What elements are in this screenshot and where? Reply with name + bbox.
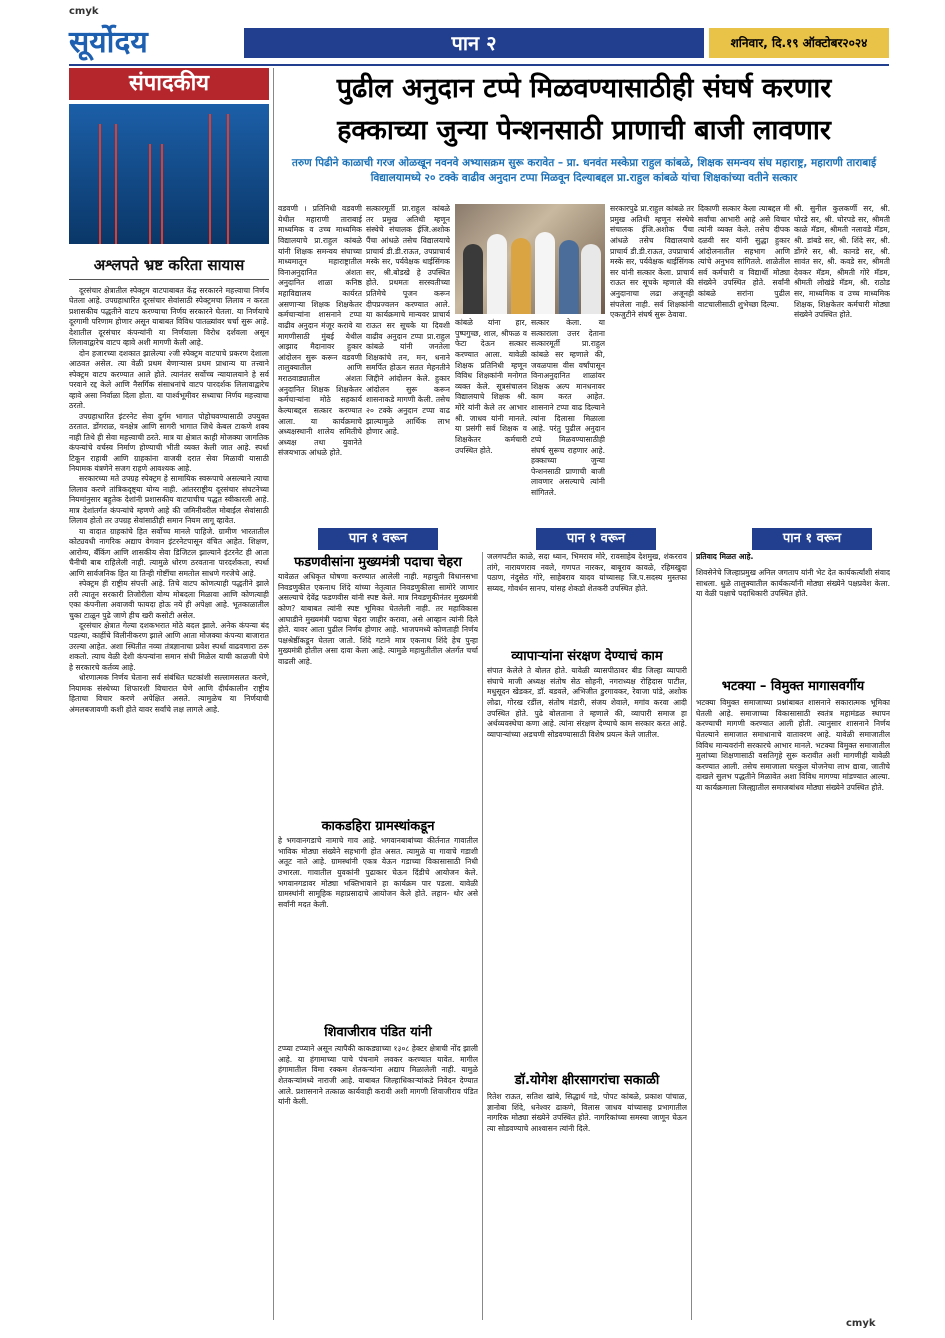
story5-title: व्यापाऱ्यांना संरक्षण देण्याचं काम xyxy=(511,649,663,664)
lead-headline xyxy=(278,68,890,154)
story1-title: फडणवीसांना मुख्यमंत्री पदाचा चेहरा xyxy=(294,555,462,570)
cmyk-mark-top: cmyk xyxy=(69,6,99,17)
editorial-paragraph: या वादात ग्राहकांचे हित सर्वोच्च मानले पाहिजे. ग्रामीण भारतातील कोट्यवधी नागरिक अद्याप वेगवान इंटरनेटपासून वंचित आहेत. शिक्षण, आरोग्य, बँकिंग आणि शासकीय सेवा डिजिटल झाल्याने इंटरनेट ही आता चैनीची बाब राहिलेली नाही. त्यामुळे धोरण ठरवताना पारदर्शकता, स्पर्धा आणि सार्वजनिक हित या तिन्ही गोष्टींचा समतोल साधणे गरजेचे आहे. xyxy=(69,526,269,578)
newspaper-logo: सूर्योदय xyxy=(69,25,148,60)
story5-body: संपात केलेले ते बोलत होते. यावेळी व्यासपीठावर बीड जिल्हा व्यापारी संघाचे माजी अध्यक्ष संतोष सेठ सोहनी, नगराध्यक्ष रोहिदास पाटील, मधुसूदन खेडकर, डॉ. बडवले, अभिजीत डुरगावकर, रेवाजा पांडे, अशोक लोढा, गोरख रडींल, संतोष मंडारी, संजय शेवाले, मगांव करवा आदी उपस्थित होते. पुढे बोलताना ते म्हणाले की, व्यापारी समाज हा अर्थव्यवस्थेचा कणा आहे. त्यांना संरक्षण देण्याचे काम सरकार करत आहे. व्यापाऱ्यांच्या अडचणी सोडवण्यासाठी विशेष प्रयत्न केले जातील. xyxy=(487,666,687,739)
editorial-paragraph: स्पेक्ट्रम ही राष्ट्रीय संपत्ती आहे. तिचे वाटप कोणत्याही पद्धतीने झाले तरी त्यातून सरकारी तिजोरीला योग्य मोबदला मिळावा आणि कोणत्याही एका कंपनीला अवाजवी फायदा होऊ नये ही अपेक्षा आहे. भूतकाळातील चुका टाळून पुढे जाणे हीच खरी कसोटी असेल. xyxy=(69,579,269,620)
editorial-paragraph: दूरसंचार क्षेत्रात गेल्या दशकभरात मोठे बदल झाले. अनेक कंपन्या बंद पडल्या, काहींचे विलीनीकरण झाले आणि आता मोजक्या कंपन्या बाजारात उरल्या आहेत. अशा स्थितीत नव्या तंत्रज्ञानाचा प्रवेश स्पर्धा वाढवणारा ठरू शकतो. त्याच वेळी देशी कंपन्यांना समान संधी मिळेल याची काळजी घेणे हे सरकारचे कर्तव्य आहे. xyxy=(69,621,269,672)
masthead-rule xyxy=(69,64,889,66)
story7-title: प्रतिवाद मिळत आहे. xyxy=(696,552,754,561)
editorial-paragraph: उपग्रहाधारित इंटरनेट सेवा दुर्गम भागात पोहोचवण्यासाठी उपयुक्त ठरतात. डोंगराळ, वनक्षेत्र आणि सागरी भागात जिथे केबल टाकणे शक्य नाही तिथे ही सेवा महत्त्वाची ठरते. मात्र या क्षेत्रात काही मोजक्या जागतिक कंपन्यांचे वर्चस्व निर्माण होण्याची भीती व्यक्त केली जात आहे. स्पर्धा टिकून राहावी आणि ग्राहकांना वाजवी दरात सेवा मिळावी यासाठी नियामक यंत्रणेने सजग राहणे आवश्यक आहे. xyxy=(69,411,269,473)
story7-body: शिवसेनेचे जिल्हाप्रमुख अनिल जगताप यांनी भेट देत कार्यकर्त्यांशी संवाद साधला. धुळे तालुक्यातील कार्यकर्त्यांनी मोठ्या संख्येने पक्षप्रवेश केला. या वेळी पक्षाचे पदाधिकारी उपस्थित होते. xyxy=(696,568,890,599)
editorial-paragraph: दूरसंचार क्षेत्रातील स्पेक्ट्रम वाटपाबाबत केंद्र सरकारने महत्त्वाचा निर्णय घेतला आहे. उपग्रहाधारित दूरसंचार सेवांसाठी स्पेक्ट्रमचा लिलाव न करता प्रशासकीय पद्धतीने वाटप करण्याचा निर्णय सरकारने घेतला. या निर्णयाचे दूरगामी परिणाम होणार असून याबाबत विविध पातळ्यांवर चर्चा सुरू आहे. देशातील दूरसंचार कंपन्यांनी या निर्णयाला विरोध दर्शवला असून लिलावाद्वारेच वाटप व्हावे अशी मागणी केली आहे. xyxy=(69,286,269,348)
telecom-towers-photo xyxy=(69,104,269,244)
masthead xyxy=(69,22,889,64)
felicitation-photo xyxy=(455,204,605,314)
editorial-paragraph: धोरणात्मक निर्णय घेताना सर्व संबंधित घटकांशी सल्लामसलत करणे, नियामक संस्थेच्या शिफारशी विचारात घेणे आणि दीर्घकालीन राष्ट्रीय हिताचा विचार करणे अपेक्षित असते. त्यामुळेच या निर्णयाची अंमलबजावणी कशी होते यावर सर्वांचे लक्ष लागले आहे. xyxy=(69,673,269,714)
story6-body: रितेश राऊत, सतिश खांबे, सिद्धार्थ गडे, पोपट कांबळे, प्रकाश पांचाळ, ज्ञानोबा शिंदे, धनेश्वर ढाकणे, विलास जाधव यांच्यासह प्रभागातील नागरिक मोठ्या संख्येने उपस्थित होते. नागरिकांच्या समस्या जाणून घेऊन त्या सोडवण्याचे आश्वासन त्यांनी दिले. xyxy=(487,1092,687,1133)
lead-column-3: सरकारपुढे प्रा.राहुल कांबळे तर प्रमुख अतिथी म्हणून संस्थेचे संचालक ईजि.अशोक पैंचा आंधळे तसेच विद्यालयाचे प्राचार्य डी.डी.राऊत, उपप्राचार्य मस्के सर, पर्यवेक्षक थाईसिंगक सर यांनी सत्कार केला. प्राचार्य राऊत सर सूचके म्हणाले की अनुदानाचा लढा अजूनही संपलेला नाही. सर्व शिक्षकांनी एकजुटीने संघर्ष सुरू ठेवावा. xyxy=(610,204,694,320)
editorial-paragraph: सरकारच्या मते उपग्रह स्पेक्ट्रम हे सामायिक स्वरूपाचे असल्याने त्याचा लिलाव करणे तांत्रिकदृष्ट्या योग्य नाही. आंतरराष्ट्रीय दूरसंचार संघटनेच्या नियमांनुसार बहुतेक देशांनी प्रशासकीय वाटपाचीच पद्धत स्वीकारली आहे. मात्र देशांतर्गत कंपन्यांचे म्हणणे आहे की जमिनीवरील मोबाईल सेवांसाठी लिलाव होतो तर उपग्रह सेवांसाठीही समान नियम लागू व्हावेत. xyxy=(69,474,269,526)
story2-title: काकडहिरा ग्रामस्थांकडून xyxy=(321,819,435,834)
story8-title: भटक्या – विमुक्त मागासवर्गीय xyxy=(721,679,865,694)
headline-line-1: पुढील अनुदान टप्पे मिळवण्यासाठीही संघर्ष करणार xyxy=(336,73,832,104)
headline-line-2: हक्काच्या जुन्या पेन्शनसाठी प्राणाची बाजी लावणार xyxy=(337,115,831,146)
page-number-band: पान २ xyxy=(244,28,704,58)
date-band: शनिवार, दि.१९ ऑक्टोबर२०२४ xyxy=(709,28,889,58)
story3-body: टप्प्या टप्प्याने असून त्यापैकी काकड्याच्या १३०८ हेक्टर क्षेत्राची नोंद झाली आहे. या हंगामाच्या पाचे पंचनामे लवकर करण्यात यावेत. मागील हंगामातील विमा रक्कम शेतकऱ्यांना अद्याप मिळालेली नाही. यामुळे शेतकऱ्यांमध्ये नाराजी आहे. याबाबत जिल्हाधिकाऱ्यांकडे निवेदन देण्यात आले. प्रशासनाने तत्काळ कार्यवाही करावी अशी मागणी शिवाजीराव पंडित यांनी केली. xyxy=(278,1044,478,1107)
story3-title: शिवाजीराव पंडित यांनी xyxy=(324,1025,432,1040)
lead-column-2: सत्कारमूर्ती प्रा.राहुल कांबळे तर प्रमुख अतिथी म्हणून संस्थेचे संचालक ईजि.अशोक पैंचा आंधळे तसेच विद्यालयाचे प्राचार्य डी.डी.राऊत, उपप्राचार्य मस्के सर, पर्यवेक्षक थाईसिंगक सर, श्री.बोडखे हे उपस्थित होते. प्रथमतः सरस्वतीच्या प्रतिमेचे पूजन करून दीपप्रज्वलन करण्यात आले. या कार्यक्रमाचे मान्यवर प्राचार्य राऊत सर सूचके या दिवशी वाढीव अनुदान टप्पा प्रा.राहुल कांबळे यांनी जनतेला शिक्षकांचे तन, मन, धनाने समर्पित होऊन सतत मेहनतीने जिद्दीने आंदोलन केले. हुकार आंदोलन सुरू करून शासनाकडे मागणी केली. तसेच २० टक्के अनुदान टप्पा वाढ झाल्यामुळे आर्थिक लाभ होणार आहे. xyxy=(366,204,450,437)
continued-band-2: पान १ वरून xyxy=(536,528,656,550)
lead-column-4: कांबळे यांना हार, पुष्पगुच्छ, शाल, श्रीफळ व फेटा देऊन सत्कार करण्यात आला. यावेळी शिक्षक प्रतिनिधी म्हणून विविध शिक्षकांनी मनोगत व्यक्त केले. सूत्रसंचालन विद्यालयाचे शिक्षक श्री. मोरे यांनी केले तर आभार श्री. जाधव यांनी मानले. या प्रसंगी सर्व शिक्षक व शिक्षकेतर कर्मचारी उपस्थित होते. xyxy=(455,318,527,455)
editorial-title: अश्लपते भ्रष्ट करिता सायास xyxy=(69,250,269,280)
column-divider xyxy=(273,68,274,1320)
lead-column-6: दिकाणी सत्कार केला त्याबद्दल मी सर्वांचा आभारी आहे असे विचार त्यांनी व्यक्त केले. तसेच दीपक दळवी सर यांनी सुद्धा हुकार आंदोलनातील सहभाग आणि त्यांचे अनुभव सांगितले. शाळेतील सर्व कर्मचारी व विद्यार्थी मोठ्या संख्येने उपस्थित होते. सर्वांनी कांबळे सरांना पुढील वाटचालीसाठी शुभेच्छा दिल्या. xyxy=(698,204,790,309)
story8-body: भटक्या विमुक्त समाजाच्या प्रश्नांबाबत शासनाने सकारात्मक भूमिका घेतली आहे. समाजाच्या विकासासाठी स्वतंत्र महामंडळ स्थापन करण्याची मागणी करण्यात आली होती. त्यानुसार शासनाने निर्णय घेतल्याने समाजात समाधानाचे वातावरण आहे. यावेळी समाजातील विविध मान्यवरांनी सरकारचे आभार मानले. भटक्या विमुक्त समाजातील मुलांच्या शिक्षणासाठी वसतिगृहे सुरू करावीत अशी मागणीही यावेळी करण्यात आली. तसेच समाजाला घरकुल योजनेचा लाभ द्यावा, जातीचे दाखले सुलभ पद्धतीने मिळावेत अशा विविध मागण्या मांडण्यात आल्या. या कार्यक्रमाला जिल्ह्यातील समाजबांधव मोठ्या संख्येने उपस्थित होते. xyxy=(696,698,890,792)
editorial-paragraph: दोन हजारच्या दशकात झालेल्या २जी स्पेक्ट्रम वाटपाचे प्रकरण देशाला आठवत असेल. त्या वेळी प्रथम येणाऱ्यास प्रथम प्राधान्य या तत्त्वाने स्पेक्ट्रम वाटप करण्यात आले होते. त्यानंतर सर्वोच्च न्यायालयाने हे सर्व परवाने रद्द केले आणि नैसर्गिक संसाधनांचे वाटप पारदर्शक लिलावाद्वारेच व्हावे असा निर्वाळा दिला होता. या पार्श्वभूमीवर सध्याचा निर्णय महत्त्वाचा ठरतो. xyxy=(69,348,269,411)
continued-band-3: पान १ वरून xyxy=(752,528,872,550)
editorial-label: संपादकीय xyxy=(69,68,269,100)
lead-column-1: वडवणी । प्रतिनिधी वडवणी येथील महाराणी ताराबाई माध्यमिक व उच्च माध्यमिक विद्यालयाचे प्रा.राहुल कांबळे यांनी शिक्षक समन्वय संघाच्या माध्यमातून महाराष्ट्रातील विनाअनुदानित अंशतः अनुदानित शाळा कनिष्ठ महाविद्यालय कार्यरत असणाऱ्या शिक्षक शिक्षकेतर कर्मचाऱ्यांना शासनाने टप्पा वाढीव अनुदान मंजूर करावे या मागणीसाठी मुंबई येथील आझाद मैदानावर हुकार आंदोलन सुरू करून वडवणी तालुक्यातील आणि मराठवाड्यातील अंशतः अनुदानित शिक्षक शिक्षकेतर कर्मचाऱ्यांना मोठे सहकार्य केल्याबद्दल सत्कार करण्यात आला. या कार्यक्रमाचे अध्यक्षस्थानी शालेय समितीचे अध्यक्ष तथा युवानेते संजयभाऊ आंधळे होते. xyxy=(278,204,362,458)
story4-body: जलगपटीत काळे, सदा थ्यान, भिमराव मोरे, रावसाहेब देशमुख, शंकरराव तांगे, नारायणराव नवले, गणपत नारकर, बाबूराव कावळे, रहिमखुदा पठाण, नंदुसेठ गोरे, साहेबराव यादव यांच्यासह जि.प.सदस्य मुस्तफा सय्यद, गोवर्धन सानप, यांसह शेकडो शेतकरी उपस्थित होते. xyxy=(487,552,687,593)
column-divider xyxy=(482,552,483,1320)
story1-body: यावेळत अधिकृत घोषणा करण्यात आलेली नाही. महायुती विधानसभा निवडणुकीत एकनाथ शिंदे यांच्या नेतृत्वात निवडणुकीला सामोरे जाणार असल्याचे देवेंद्र फडणवीस यांनी स्पष्ट केले. मात्र निवडणुकीनंतर मुख्यमंत्री कोण? याबाबत त्यांनी स्पष्ट भूमिका घेतलेली नाही. तर महाविकास आघाडीने मुख्यमंत्री पदाचा चेहरा जाहीर करावा, असे आव्हान त्यांनी दिले होते. यावर आता पुढील निर्णय होणार आहे. भाजपमध्ये कोणताही निर्णय पक्षश्रेष्ठींकडून घेतला जातो. शिंदे गटाने मात्र एकनाथ शिंदे हेच पुन्हा मुख्यमंत्री होतील असा दावा केला आहे. त्यामुळे महायुतीतील अंतर्गत चर्चा वाढली आहे. xyxy=(278,572,478,666)
continued-band-1: पान १ वरून xyxy=(318,528,438,550)
story2-body: हे भगवानगडाचे नामाचे गाव आहे. भगवानबाबांच्या कीर्तनात गावातील भाविक मोठ्या संख्येने सहभागी होत असत. त्यामुळे या गावाचे गडाशी अतूट नाते आहे. ग्रामस्थांनी एकत्र येऊन गडाच्या विकासासाठी निधी उभारला. गावातील युवकांनी पुढाकार घेऊन दिंडीचे आयोजन केले. भगवानगडावर मोठ्या भक्तिभावाने हा कार्यक्रम पार पडला. यावेळी ग्रामस्थांनी सामूहिक महाप्रसादाचे आयोजन केले होते. लहान- थोर असे सर्वांनी मदत केली. xyxy=(278,836,478,909)
story6-title: डॉ.योगेश क्षीरसागरांचा सकाळी xyxy=(514,1073,660,1088)
editorial-body xyxy=(69,286,269,1320)
cmyk-mark-bottom: cmyk xyxy=(846,1318,876,1329)
column-divider xyxy=(691,552,692,1320)
lead-column-7: श्री. सुनील कुलकर्णी सर, श्री. घोरडे सर, श्री. घोरपडे सर, श्रीमती काळे मॅडम, श्रीमती नलावडे मॅडम, श्री. डांबडे सर, श्री. शिंदे सर, श्री. डोंगरे सर, श्री. कानडे सर, श्री. सावंत सर, श्री. कवडे सर, श्रीमती देवकर मॅडम, श्रीमती गोरे मॅडम, श्रीमती लोखंडे मॅडम, श्री. राठोड सर, माध्यमिक व उच्च माध्यमिक शिक्षक, शिक्षकेतर कर्मचारी मोठ्या संख्येने उपस्थित होते. xyxy=(794,204,890,320)
lead-subhead: तरुण पिढीने काळाची गरज ओळखून नवनवे अभ्यासक्रम सुरू करावेत – प्रा. धनवंत मस्केप्रा राहुल कांबळे, शिक्षक समन्वय संघ महाराष्ट्र, महाराणी ताराबाई विद्यालयामध्ये २० टक्के वाढीव अनुदान टप्पा मिळवून दिल्याबद्दल प्रा.राहुल कांबळे यांचा शिक्षकांच्या वतीने सत्कार xyxy=(291,157,877,185)
lead-column-5: सत्कार केला. या सत्काराला उत्तर देताना सत्कारमूर्ती प्रा.राहुल कांबळे सर म्हणाले की, जवळपास वीस वर्षांपासून विनाअनुदानित शाळांवर शिक्षक अल्प मानधनावर काम करत आहेत. शासनाने टप्पा वाढ दिल्याने त्यांना दिलासा मिळाला आहे. परंतु पुढील अनुदान टप्पे मिळवण्यासाठीही संघर्ष सुरूच राहणार आहे. हक्काच्या जुन्या पेन्शनसाठी प्राणाची बाजी लावणार असल्याचे त्यांनी सांगितले. xyxy=(531,318,605,497)
